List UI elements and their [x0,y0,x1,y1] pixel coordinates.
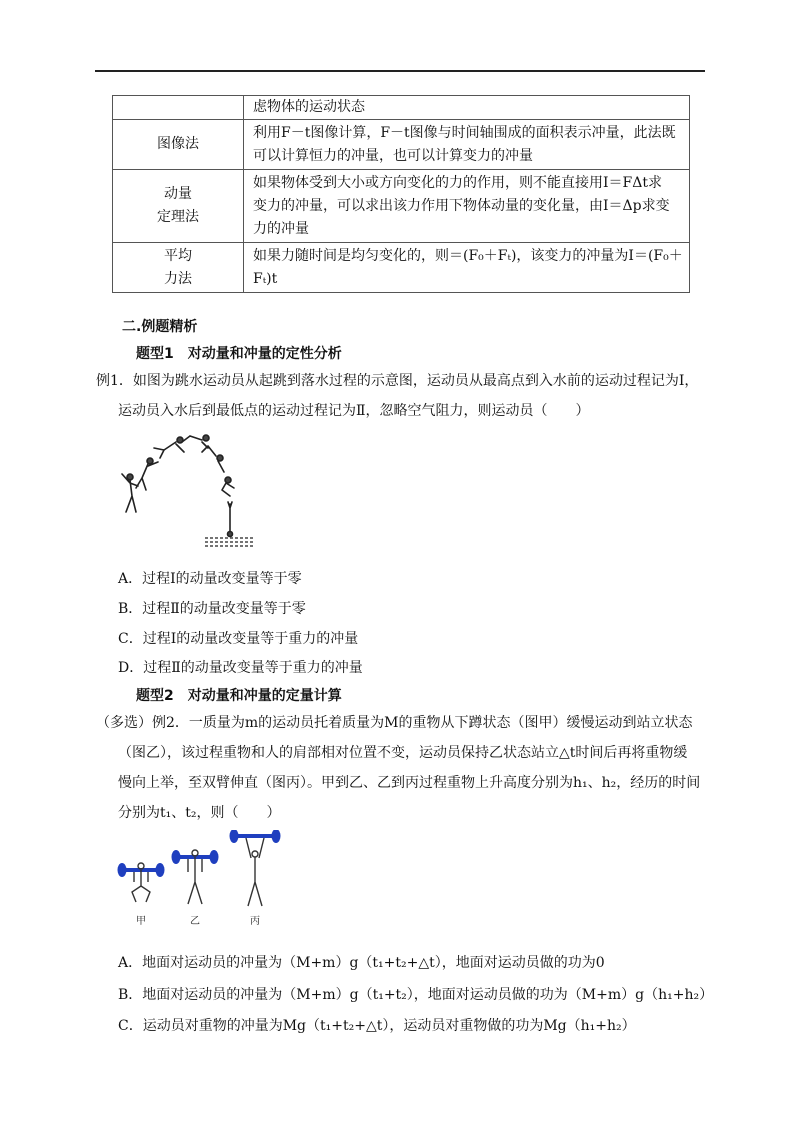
method-name-cell: 平均 力法 [113,243,244,293]
table-row [113,243,690,293]
example2-line: 分别为t₁、t₂，则（ ） [118,805,281,821]
table-row [113,170,690,243]
method-name-cell: 动量 定理法 [113,170,244,243]
option-d: D．过程Ⅱ的动量改变量等于重力的冲量 [118,660,363,676]
impulse-method-table [112,95,690,293]
lifter-overhead [230,830,281,906]
table-row [113,120,690,170]
type1-title: 题型1 对动量和冲量的定性分析 [136,346,342,362]
diver-pose-5 [202,446,224,472]
diver-pose-7 [228,502,233,537]
type2-title: 题型2 对动量和冲量的定量计算 [136,688,342,704]
section-title: 二.例题精析 [122,319,198,335]
method-name-cell: 图像法 [113,120,244,170]
example2-line: （图乙），该过程重物和人的肩部相对位置不变，运动员保持乙状态站立△t时间后再将重物缓 [118,745,688,761]
table-row [113,96,690,120]
option-c: C．运动员对重物的冲量为Mg（t₁+t₂+△t），运动员对重物做的功为Mg（h₁+h₂） [118,1018,636,1034]
diver-pose-3 [154,437,184,458]
label-yi: 乙 [190,916,200,927]
diver-pose-2 [136,458,158,490]
label-bing: 丙 [250,916,260,927]
diver-pose-6 [222,477,234,496]
option-c: C．过程Ⅰ的动量改变量等于重力的冲量 [118,631,359,647]
method-desc-cell: 如果物体受到大小或方向变化的力的作用，则不能直接用I＝FΔt求 变力的冲量，可以求出该力作用下物体动量的变化量，由I＝Δp求变 力的冲量 [244,170,690,243]
lifter-stand [172,850,219,904]
method-name-cell [113,96,244,120]
example2-line: 慢向上举，至双臂伸直（图丙）。甲到乙、乙到丙过程重物上升高度分别为h₁、h₂，经历的时间 [118,775,701,791]
label-jia: 甲 [136,916,146,927]
diving-figure [110,428,260,550]
lifter-squat [118,863,165,902]
header-rule [95,70,705,72]
diver-pose-1 [122,474,138,512]
option-a: A．过程Ⅰ的动量改变量等于零 [118,571,302,587]
example1-line: 运动员入水后到最低点的运动过程记为Ⅱ，忽略空气阻力，则运动员（ ） [118,403,590,419]
weightlifter-figure [112,830,287,930]
option-b: B．过程Ⅱ的动量改变量等于零 [118,601,306,617]
diver-pose-4 [182,435,209,448]
method-desc-cell: 如果力随时间是均匀变化的，则＝(F₀＋Fₜ)，该变力的冲量为I＝(F₀＋ Fₜ)t [244,243,690,293]
method-desc-cell: 利用F－t图像计算，F－t图像与时间轴围成的面积表示冲量，此法既 可以计算恒力的冲量，也可以计算变力的冲量 [244,120,690,170]
option-b: B．地面对运动员的冲量为（M+m）g（t₁+t₂），地面对运动员做的功为（M+m）g（h₁+h₂） [118,987,714,1003]
option-a: A．地面对运动员的冲量为（M+m）g（t₁+t₂+△t），地面对运动员做的功为0 [118,955,605,971]
example2-line: （多选）例2．一质量为m的运动员托着质量为M的重物从下蹲状态（图甲）缓慢运动到站立状态 [96,715,693,731]
example1-line: 例1．如图为跳水运动员从起跳到落水过程的示意图，运动员从最高点到入水前的运动过程记为Ⅰ， [96,373,699,389]
method-desc-cell: 虑物体的运动状态 [244,96,690,120]
water-surface [205,538,255,546]
